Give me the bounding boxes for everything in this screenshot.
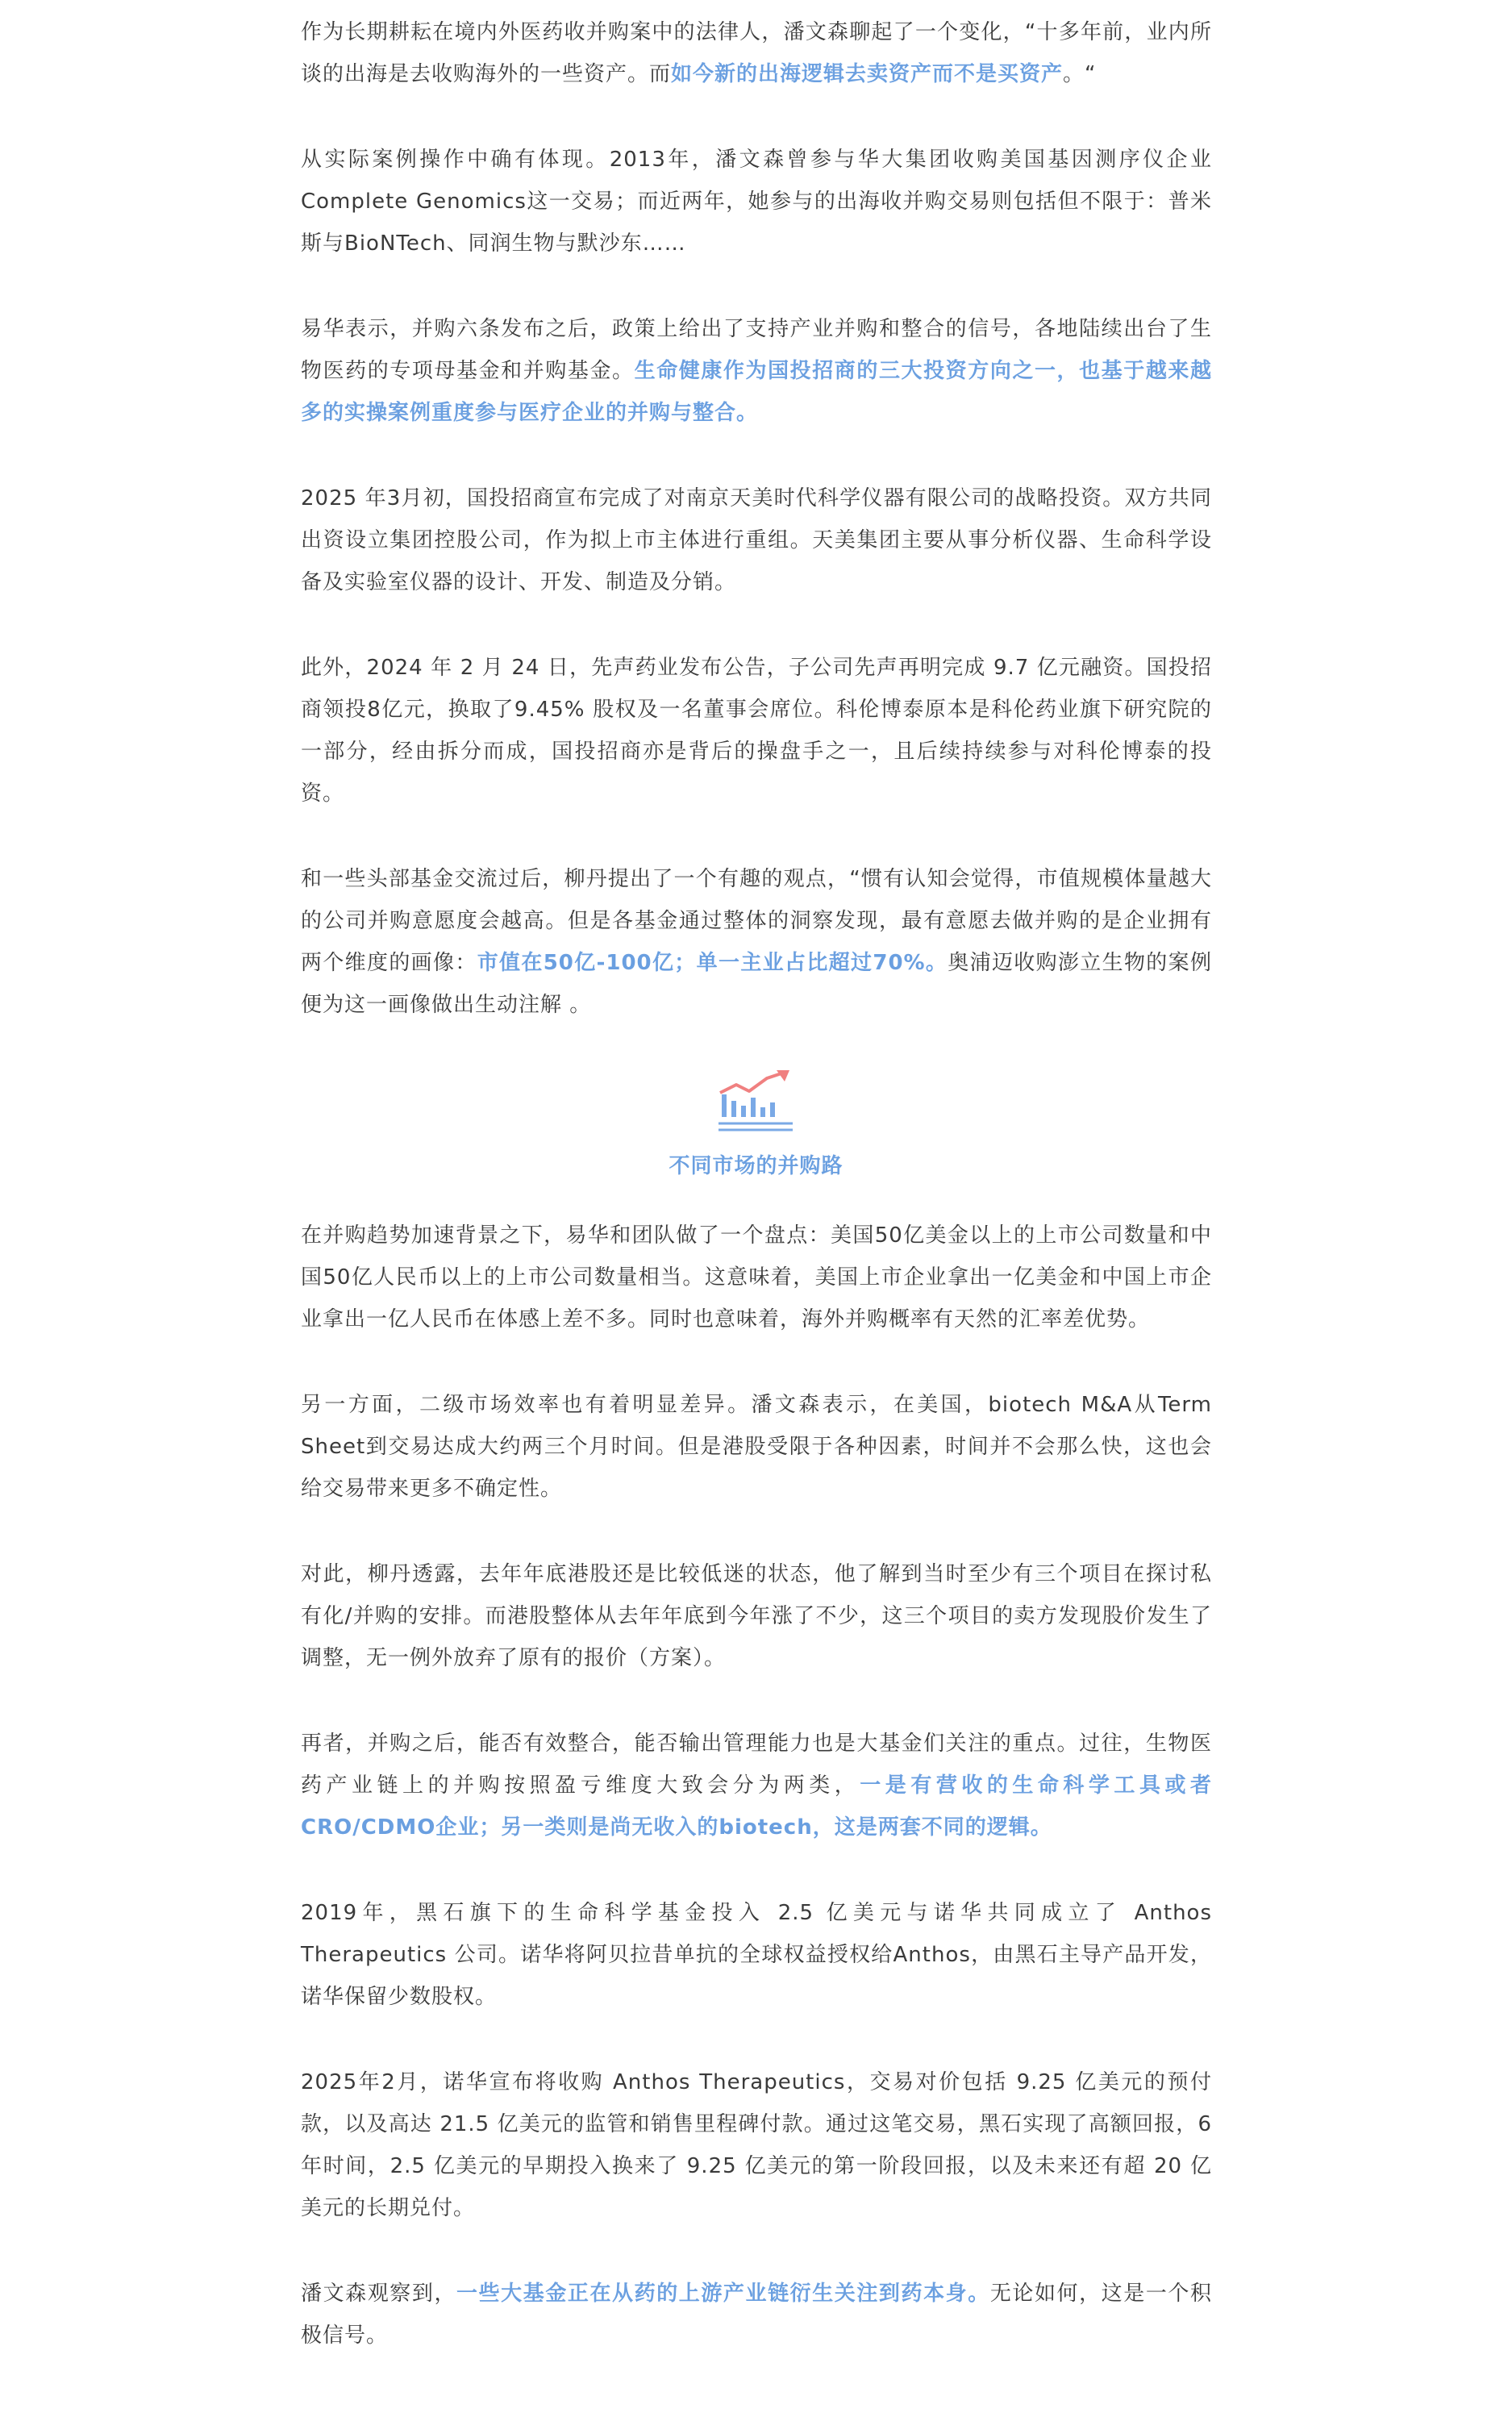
highlight-text: 一是有营收的生命科学工具或者CRO/CDMO企业；另一类则是尚无收入的biotech，这是两套不同的逻辑。 — [301, 1773, 1212, 1840]
body-text: 从实际案例操作中确有体现。2013年，潘文森曾参与华大集团收购美国基因测序仪企业Complete Genomics这一交易；而近两年，她参与的出海收并购交易则包括但不限于：普米斯与BioNTech、同润生物与默沙东…… — [301, 148, 1212, 256]
paragraph-hk-projects — [301, 1553, 1212, 1679]
body-text: 潘文森观察到， — [301, 2282, 457, 2306]
body-text: 2019年，黑石旗下的生命科学基金投入 2.5 亿美元与诺华共同成立了 Anthos Therapeutics 公司。诺华将阿贝拉昔单抗的全球权益授权给Anthos，由黑石主导产品开发，诺华保留少数股权。 — [301, 1901, 1212, 2009]
paragraph-policy-signal — [301, 308, 1212, 434]
paragraph-market-count — [301, 1215, 1212, 1340]
paragraph-positive-signal — [301, 2273, 1212, 2357]
paragraph-market-efficiency — [301, 1384, 1212, 1510]
highlight-text: 市值在50亿-100亿；单一主业占比超过70%。 — [477, 951, 948, 975]
body-text: 在并购趋势加速背景之下，易华和团队做了一个盘点：美国50亿美金以上的上市公司数量和中国50亿人民币以上的上市公司数量相当。这意味着，美国上市企业拿出一亿美金和中国上市企业拿出一亿人民币在体感上差不多。同时也意味着，海外并购概率有天然的汇率差优势。 — [301, 1223, 1212, 1332]
highlight-text: 生命健康作为国投招商的三大投资方向之一，也基于越来越多的实操案例重度参与医疗企业的并购与整合。 — [301, 359, 1212, 425]
paragraph-integration — [301, 1723, 1212, 1848]
body-text: 2025 年3月初，国投招商宣布完成了对南京天美时代科学仪器有限公司的战略投资。双方共同出资设立集团控股公司，作为拟上市主体进行重组。天美集团主要从事分析仪器、生命科学设备及实验室仪器的设计、开发、制造及分销。 — [301, 486, 1212, 594]
paragraph-case-practice — [301, 139, 1212, 265]
paragraph-tianmei-investment — [301, 477, 1212, 603]
highlight-text: 如今新的出海逻辑去卖资产而不是买资产 — [671, 62, 1064, 86]
paragraph-anthos-founding — [301, 1892, 1212, 2018]
paragraph-company-profile — [301, 858, 1212, 1026]
highlight-text: 一些大基金正在从药的上游产业链衍生关注到药本身。 — [456, 2282, 990, 2306]
body-text: 再者，并购之后，能否有效整合，能否输出管理能力也是大基金们关注的重点。过往，生物医药产业链上的并购按照盈亏维度大致会分为两类， — [301, 1732, 1212, 1798]
paragraph-anthos-acquisition — [301, 2061, 1212, 2229]
body-text: 。“ — [1063, 62, 1097, 86]
bar-chart-trend-icon — [717, 1070, 796, 1135]
body-text: 另一方面，二级市场效率也有着明显差异。潘文森表示，在美国，biotech M&A从Term Sheet到交易达成大约两三个月时间。但是港股受限于各种因素，时间并不会那么快，这也会给交易带来更多不确定性。 — [301, 1393, 1212, 1501]
body-text: 2025年2月，诺华宣布将收购 Anthos Therapeutics，交易对价包括 9.25 亿美元的预付款，以及高达 21.5 亿美元的监管和销售里程碑付款。通过这笔交易，黑石实现了高额回报，6年时间，2.5 亿美元的早期投入换来了 9.25 亿美元的第一阶段回报，以及未来还有超 20 亿美元的长期兑付。 — [301, 2070, 1212, 2220]
body-text: 对此，柳丹透露，去年年底港股还是比较低迷的状态，他了解到当时至少有三个项目在探讨私有化/并购的安排。而港股整体从去年年底到今年涨了不少，这三个项目的卖方发现股价发生了调整，无一例外放弃了原有的报价（方案）。 — [301, 1562, 1212, 1670]
body-text: 此外，2024 年 2 月 24 日，先声药业发布公告，子公司先声再明完成 9.7 亿元融资。国投招商领投8亿元，换取了9.45% 股权及一名董事会席位。科伦博泰原本是科伦药业旗下研究院的一部分，经由拆分而成，国投招商亦是背后的操盘手之一，且后续持续参与对科伦博泰的投资。 — [301, 656, 1212, 806]
section-title: 不同市场的并购路 — [669, 1154, 843, 1178]
body-text: 易华表示，并购六条发布之后，政策上给出了支持产业并购和整合的信号，各地陆续出台了生物医药的专项母基金和并购基金。 — [301, 317, 1212, 383]
paragraph-overseas-logic — [301, 11, 1212, 95]
body-text: 作为长期耕耘在境内外医药收并购案中的法律人，潘文森聊起了一个变化，“十多年前，业内所谈的出海是去收购海外的一些资产。而 — [301, 20, 1212, 86]
paragraph-simcere-financing — [301, 647, 1212, 815]
body-text: 和一些头部基金交流过后，柳丹提出了一个有趣的观点，“惯有认知会觉得，市值规模体量越大的公司并购意愿度会越高。但是各基金通过整体的洞察发现，最有意愿去做并购的是企业拥有两个维度的画像： — [301, 867, 1212, 975]
body-text: 无论如何，这是一个积极信号。 — [301, 2282, 1212, 2348]
body-text: 奥浦迈收购澎立生物的案例便为这一画像做出生动注解 。 — [301, 951, 1212, 1017]
